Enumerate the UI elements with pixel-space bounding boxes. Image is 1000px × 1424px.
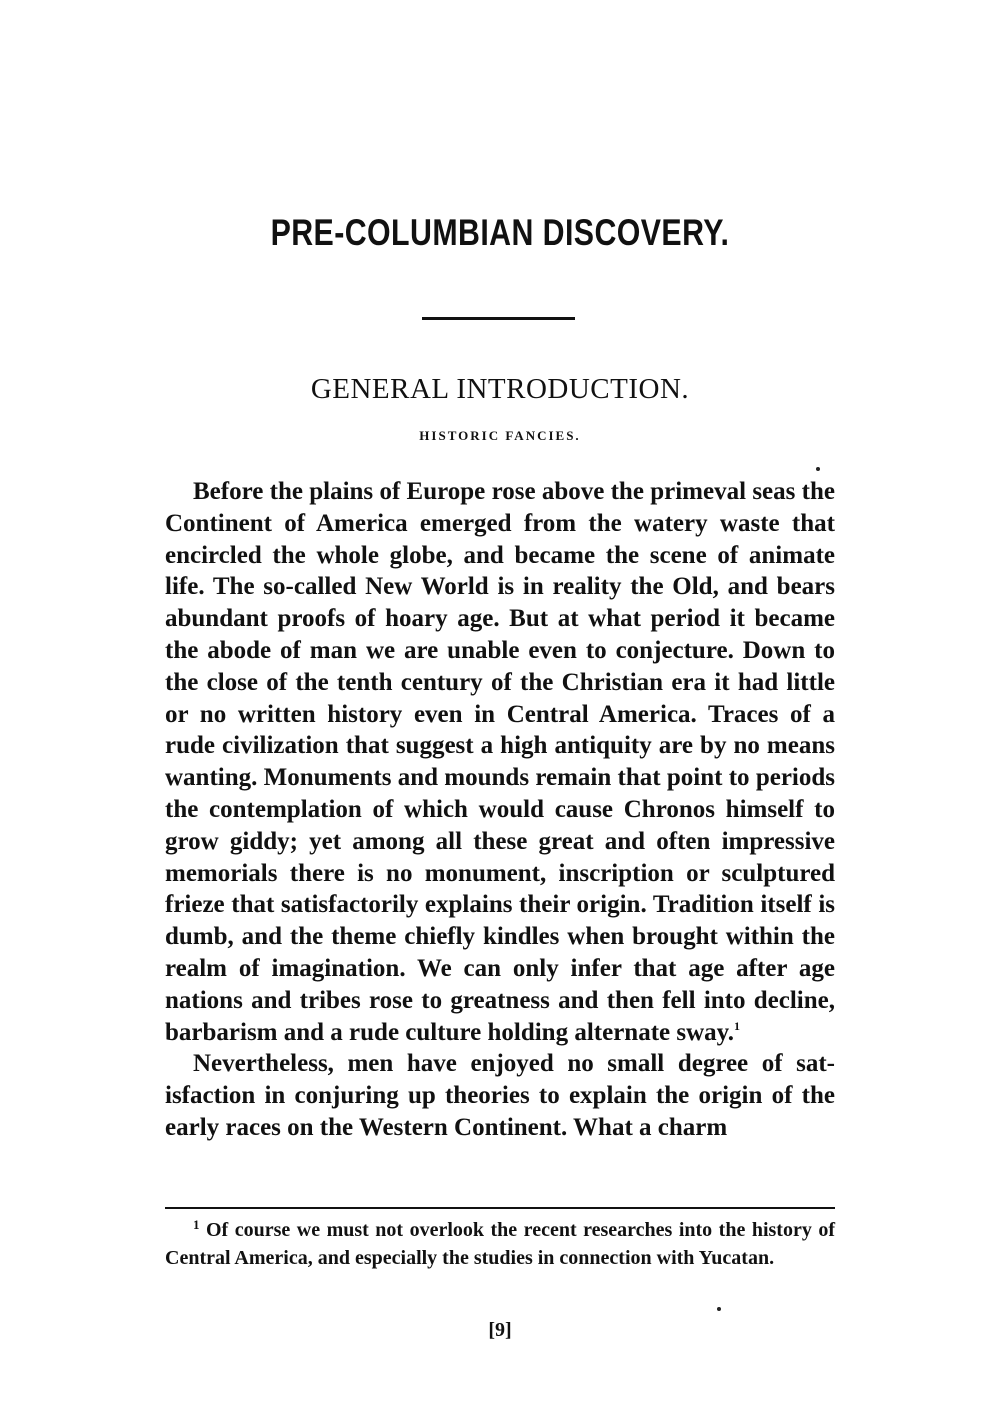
title-rule [422,317,575,320]
footnote-text: Of course we must not overlook the recent researches into the history of Central America, and especially the studies in connection with Yucatan. [165,1219,835,1269]
footnote-reference: 1 [734,1018,741,1033]
footnote-rule [165,1207,835,1209]
chapter-subtitle: GENERAL INTRODUCTION. [310,373,690,405]
footnote-marker: 1 [193,1217,200,1232]
footnote [165,1216,835,1272]
print-speck [717,1307,721,1311]
body-text [165,476,835,1144]
paragraph-2: Nevertheless, men have enjoyed no small degree of satisfaction in conjuring up theories to explain the origin of the early races on the Western Continent. What a charm [165,1050,835,1141]
page-number: [9] [488,1319,512,1341]
paragraph-1-text: Before the plains of Europe rose above the primeval seas the Continent of America emerged from the watery waste that encircled the whole globe, and became the scene of animate life. The so-called New World is in reality the Old, and bears abundant proofs of hoary age. But at what period it became the abode of man we are unable even to conjecture. Down to the close of the tenth century of the Christian era it had little or no written history even in Central America. Traces of a rude civilization that suggest a high antiquity are by no means wanting. Monuments and mounds remain that point to periods the contemplation of which would cause Chronos himself to grow giddy; yet among all these great and often impressive memorials there is no monument, inscription or sculptured frieze that satisfactorily explains their origin. Tradition itself is dumb, and the theme chiefly kindles when brought within the realm of imagination. We can only infer that age after age nations and tribes rose to greatness and then fell into decline, barbarism and a rude culture holding alternate sway. [165,478,835,1046]
section-heading: HISTORIC FANCIES. [419,428,581,443]
print-speck [816,467,820,471]
paragraph-1 [165,476,835,1048]
page-title: PRE-COLUMBIAN DISCOVERY. [270,212,730,253]
